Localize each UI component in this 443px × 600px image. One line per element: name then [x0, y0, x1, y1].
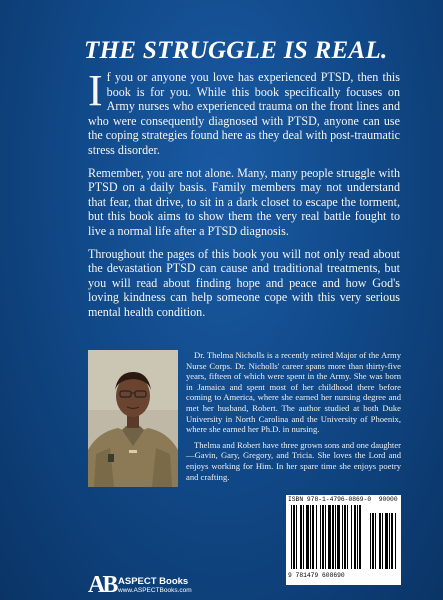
blurb-text — [88, 66, 400, 328]
author-photo — [88, 350, 178, 487]
publisher-mark: AB — [88, 572, 116, 598]
publisher-url: www.ASPECTBooks.com — [118, 587, 192, 594]
cover-headline: THE STRUGGLE IS REAL. — [84, 37, 388, 64]
blurb-paragraph: Throughout the pages of this book you will not only read about the devastation PTSD can cause and traditional treatments, but you will read about finding hope and peace and how God's loving kindness can help someone cope with this very serious mental health condition. — [88, 246, 400, 319]
publisher-name: ASPECT Books — [118, 576, 189, 587]
barcode-icon — [290, 505, 397, 569]
blurb-paragraph: Remember, you are not alone. Many, many people struggle with PTSD on a daily basis. Family members may not understand that fear, that drive, to sit in a dark closet to escape the torment, but this book aims to show them the very real battle fought to live a normal life after a PTSD diagnosis. — [88, 165, 400, 238]
isbn-label: ISBN 978-1-4796-0869-0 90000 — [288, 496, 398, 503]
bio-paragraph: Dr. Thelma Nicholls is a recently retired Major of the Army Nurse Corps. Dr. Nicholls' career spans more than thirty-five years, fifteen of which were spent in the Army. She was born in Jamaica and spent most of her childhood there before coming to America, where she earned her nursing degree and met her husband, Robert. The author studied at both Duke University in North Carolina and the University of Phoenix, where she earned her Ph.D. in nursing. — [186, 350, 401, 435]
barcode-digits: 9 781479 608690 — [288, 572, 345, 579]
bio-paragraph: Thelma and Robert have three grown sons and one daughter—Gavin, Gary, Gregory, and Tricia. She loves the Lord and enjoys working for Him. In her spare time she enjoys poetry and crafting. — [186, 439, 401, 482]
isbn-barcode — [286, 495, 401, 585]
author-bio — [186, 350, 401, 487]
intro-text: f you or anyone you love has experienced PTSD, then this book is for you. While this book specifically focuses on Army nurses who experienced trauma on the front lines and who were consequently diagnosed with PTSD, anyone can use the coping strategies found here as they deal with post-traumatic stress disorder. — [88, 70, 400, 157]
intro-paragraph — [88, 66, 400, 158]
publisher-logo — [88, 572, 218, 598]
drop-cap: I — [88, 66, 103, 115]
